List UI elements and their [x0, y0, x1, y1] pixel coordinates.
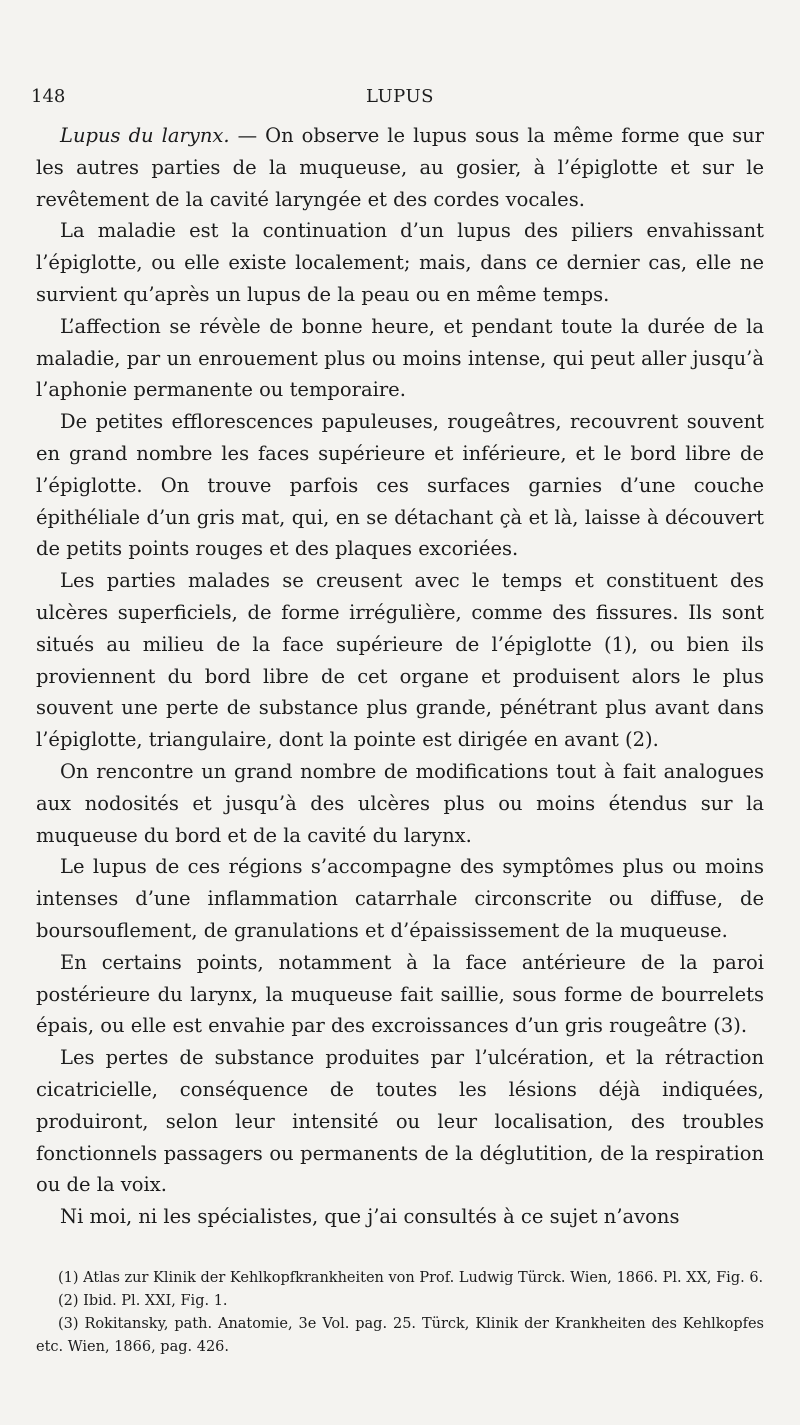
paragraph-6: On rencontre un grand nombre de modifications tout à fait analogues aux nodosités et jusqu’à des ulcères plus ou moins étendus sur la muqueuse du bord et de la cavité du larynx.: [36, 759, 764, 847]
footnote-2: (2) Ibid. Pl. XXI, Fig. 1.: [58, 1293, 228, 1309]
paragraph-3: L’affection se révèle de bonne heure, et pendant toute la durée de la maladie, par un enrouement plus ou moins intense, qui peut aller jusqu’à l’aphonie permanente ou temporaire.: [36, 314, 764, 402]
paragraph-4: De petites efflorescences papuleuses, rougeâtres, recouvrent souvent en grand nombre les faces supérieure et inférieure, et le bord libre de l’épiglotte. On trouve parfois ces surfaces garnies d’une couche épithéliale d’un gris mat, qui, en se détachant çà et là, laisse à découvert de petits points rouges et des plaques excoriées.: [36, 410, 764, 561]
page-number: 148: [31, 86, 66, 107]
paragraph-2: La maladie est la continuation d’un lupus des piliers envahissant l’épiglotte, ou elle existe localement; mais, dans ce dernier cas, elle ne survient qu’après un lupus de la peau ou en même temps.: [36, 219, 764, 306]
main-text: [36, 120, 764, 1233]
running-title: LUPUS: [366, 86, 434, 107]
footnote-1: (1) Atlas zur Klinik der Kehlkopfkrankheiten von Prof. Ludwig Türck. Wien, 1866. Pl. XX, Fig. 6.: [58, 1270, 764, 1286]
footnotes: [36, 1267, 764, 1359]
paragraph-7: Le lupus de ces régions s’accompagne des symptômes plus ou moins intenses d’une inflammation catarrhale circonscrite ou diffuse, de boursouflement, de granulations et d’épaississement de la muqueuse.: [36, 855, 764, 942]
section-title: Lupus du larynx.: [60, 124, 230, 147]
paragraph-10: Ni moi, ni les spécialistes, que j’ai consultés à ce sujet n’avons: [60, 1205, 680, 1229]
paragraph-5: Les parties malades se creusent avec le temps et constituent des ulcères superficiels, de forme irrégulière, comme des fissures. Ils sont situés au milieu de la face supérieure de l’épiglotte (1), ou bien ils proviennent du bord libre de cet organe et produisent alors le plus souvent une perte de substance plus grande, pénétrant plus avant dans l’épiglotte, triangulaire, dont la pointe est dirigée en avant (2).: [36, 569, 764, 752]
paragraph-9: Les pertes de substance produites par l’ulcération, et la rétraction cicatricielle, conséquence de toutes les lésions déjà indiquées, produiront, selon leur intensité ou leur localisation, des troubles fonctionnels passagers ou permanents de la déglutition, de la respiration ou de la voix.: [36, 1046, 764, 1197]
footnote-3: (3) Rokitansky, path. Anatomie, 3e Vol. pag. 25. Türck, Klinik der Krankheiten des Kehlkopfes etc. Wien, 1866, pag. 426.: [36, 1316, 764, 1355]
paragraph-8: En certains points, notamment à la face antérieure de la paroi postérieure du larynx, la muqueuse fait saillie, sous forme de bourrelets épais, ou elle est envahie par des excroissances d’un gris rougeâtre (3).: [36, 950, 764, 1038]
paragraph-1: [36, 120, 764, 215]
paragraph-1-text: — On observe le lupus sous la même forme que sur les autres parties de la muqueuse, au gosier, à l’épiglotte et sur le revêtement de la cavité laryngée et des cordes vocales.: [36, 124, 765, 211]
